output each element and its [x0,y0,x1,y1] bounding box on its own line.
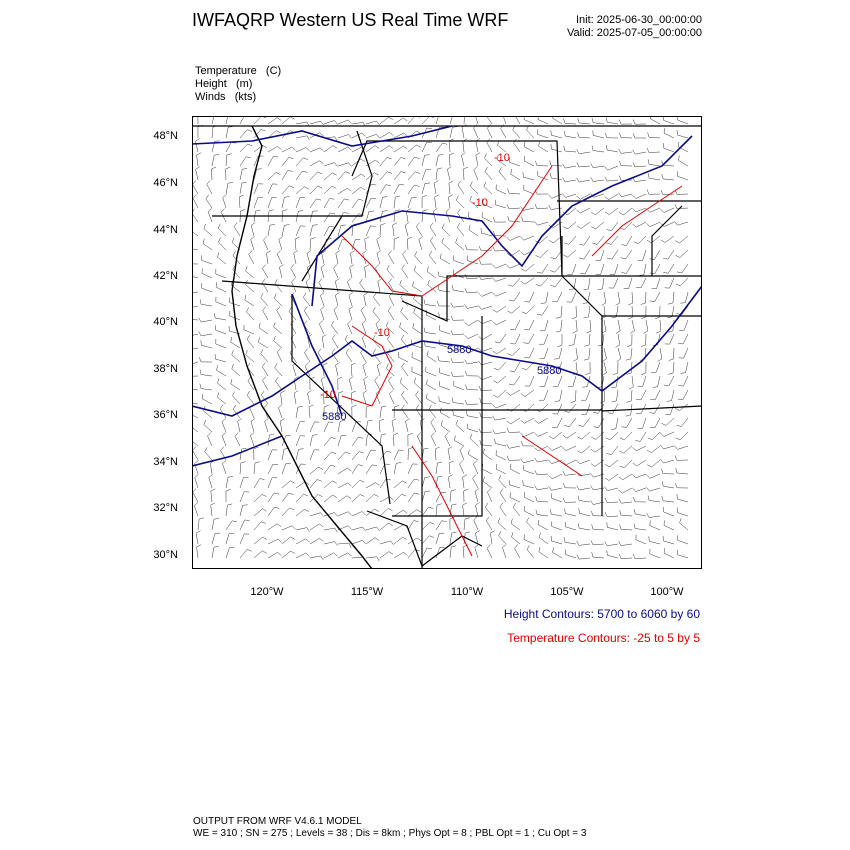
lat-tick-label: 32°N [153,502,178,514]
latitude-axis [120,0,178,850]
height-contour-label: 5880 [447,344,472,356]
lat-tick-label: 30°N [153,549,178,561]
valid-time: Valid: 2025-07-05_00:00:00 [567,27,702,39]
height-contour-label: 5880 [322,411,347,423]
model-config: WE = 310 ; SN = 275 ; Levels = 38 ; Dis = 8km ; Phys Opt = 8 ; PBL Opt = 1 ; Cu Opt = 3 [193,828,587,839]
height-legend: Height Contours: 5700 to 6060 by 60 [503,607,700,621]
lat-tick-label: 42°N [153,270,178,282]
lat-tick-label: 36°N [153,409,178,421]
temperature-contour-label: -10 [494,152,510,164]
weather-map [192,116,702,569]
run-times [567,14,702,40]
lon-tick-label: 110°W [450,586,484,598]
init-time: Init: 2025-06-30_00:00:00 [576,14,702,26]
lat-tick-label: 48°N [153,130,178,142]
lat-tick-label: 40°N [153,316,178,328]
temperature-legend: Temperature Contours: -25 to 5 by 5 [507,631,700,645]
chart-title: IWFAQRP Western US Real Time WRF [192,10,509,30]
temperature-contour-label: -10 [472,197,488,209]
variable-temperature: Temperature (C) [195,65,282,77]
temperature-contour-label: -10 [374,327,390,339]
variable-winds: Winds (kts) [195,91,257,103]
lon-tick-label: 115°W [350,586,384,598]
variable-height: Height (m) [195,78,253,90]
height-contour-label: 5880 [537,365,562,377]
lat-tick-label: 34°N [153,456,178,468]
lat-tick-label: 44°N [153,224,178,236]
model-info [193,816,586,840]
temperature-contour-label: -10 [320,389,336,401]
lon-tick-label: 100°W [650,586,684,598]
lon-tick-label: 105°W [550,586,584,598]
variable-list [195,65,281,104]
lat-tick-label: 38°N [153,363,178,375]
lon-tick-label: 120°W [250,586,284,598]
model-version: OUTPUT FROM WRF V4.6.1 MODEL [193,816,362,827]
lat-tick-label: 46°N [153,177,178,189]
